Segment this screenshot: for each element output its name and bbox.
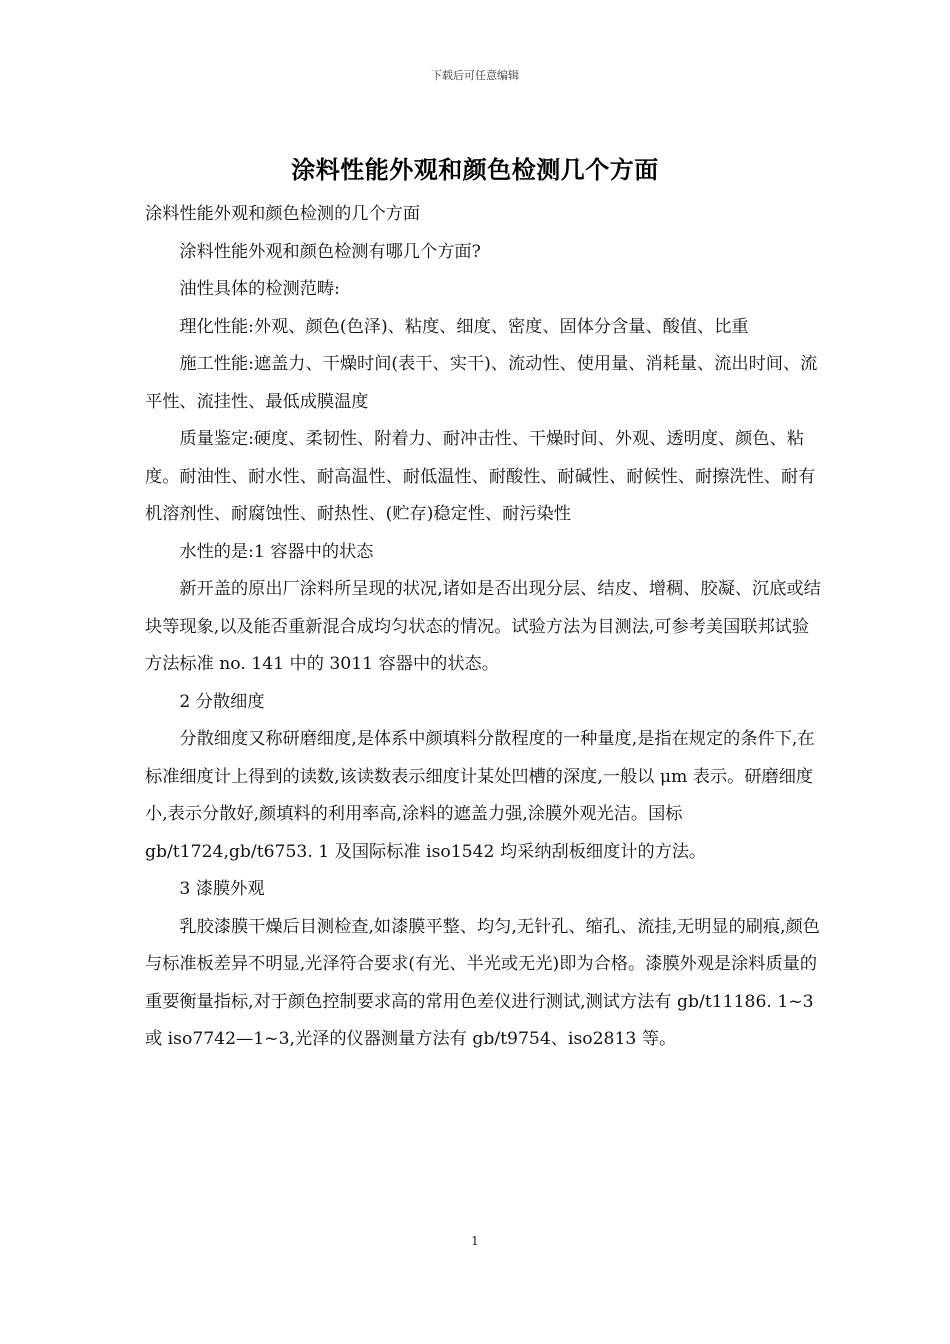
paragraph-application: 施工性能:遮盖力、干燥时间(表干、实干)、流动性、使用量、消耗量、流出时间、流平性、流挂性、最低成膜温度 xyxy=(145,354,818,412)
paragraph-water-heading: 水性的是:1 容器中的状态 xyxy=(179,541,374,562)
paragraph-oil-scope: 油性具体的检测范畴: xyxy=(179,279,340,299)
paragraph-fineness: 分散细度又称研磨细度,是体系中颜填料分散程度的一种量度,是指在规定的条件下,在标准细度计上得到的读数,该读数表示细度计某处凹槽的深度,一般以 μm 表示。研磨细度小,表示分散好,颜填料的利用率高,涂料的遮盖力强,涂膜外观光洁。国标 gb/t1724,gb/t6753. 1 及国际标准 iso1542 均采纳刮板细度计的方法。 xyxy=(145,729,815,862)
paragraph-film-appearance: 乳胶漆膜干燥后目测检查,如漆膜平整、均匀,无针孔、缩孔、流挂,无明显的刷痕,颜色与标准板差异不明显,光泽符合要求(有光、半光或无光)即为合格。漆膜外观是涂料质量的重要衡量指标,对于颜色控制要求高的常用色差仪进行测试,测试方法有 gb/t11186. 1~3 或 iso7742—1~3,光泽的仪器测量方法有 gb/t9754、iso2813 等。 xyxy=(145,916,820,1049)
paragraph-fineness-heading: 2 分散细度 xyxy=(179,691,265,712)
paragraph-question: 涂料性能外观和颜色检测有哪几个方面? xyxy=(179,241,481,262)
paragraph-subtitle: 涂料性能外观和颜色检测的几个方面 xyxy=(145,204,421,224)
paragraph-container-state: 新开盖的原出厂涂料所呈现的状况,诸如是否出现分层、结皮、增稠、胶凝、沉底或结块等现象,以及能否重新混合成均匀状态的情况。试验方法为目测法,可参考美国联邦试验方法标准 no. 141 中的 3011 容器中的状态。 xyxy=(145,579,821,674)
page-number: 1 xyxy=(471,1234,479,1248)
paragraph-film-heading: 3 漆膜外观 xyxy=(179,879,265,899)
paragraph-quality: 质量鉴定:硬度、柔韧性、附着力、耐冲击性、干燥时间、外观、透明度、颜色、粘度。耐油性、耐水性、耐高温性、耐低温性、耐酸性、耐碱性、耐候性、耐擦洗性、耐有机溶剂性、耐腐蚀性、耐热性、(贮存)稳定性、耐污染性 xyxy=(145,429,816,524)
paragraph-physicochemical: 理化性能:外观、颜色(色泽)、粘度、细度、密度、固体分含量、酸值、比重 xyxy=(179,316,749,337)
document-body xyxy=(145,196,825,1059)
document-title: 涂料性能外观和颜色检测几个方面 xyxy=(291,156,659,184)
page-header: 下载后可任意编辑 xyxy=(431,69,519,82)
